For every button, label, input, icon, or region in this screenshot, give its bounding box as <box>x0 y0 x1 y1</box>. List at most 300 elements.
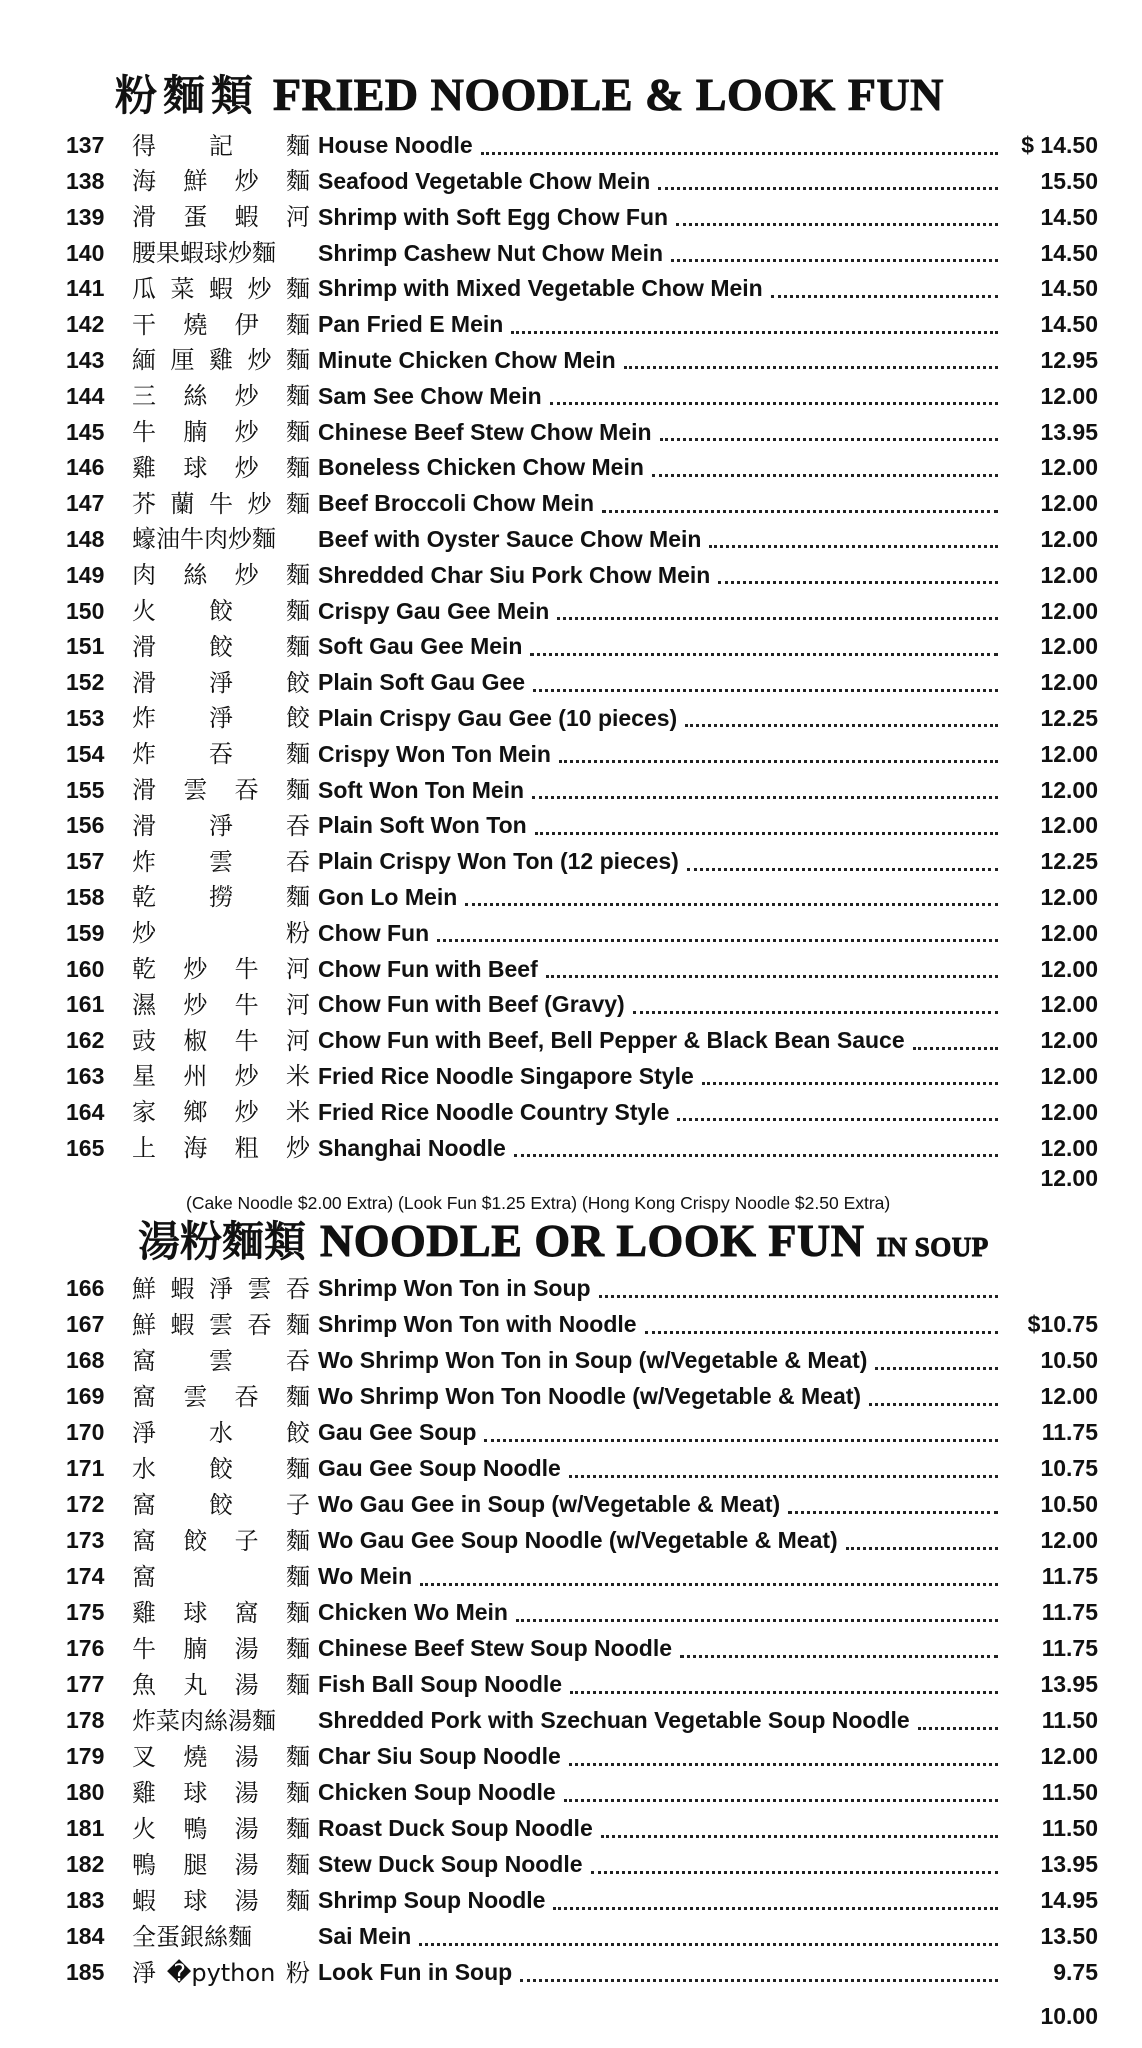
item-name-en: Shrimp with Soft Egg Chow Fun <box>318 203 669 230</box>
item-name-en: Sai Mein <box>318 1923 412 1950</box>
dot-leader <box>771 281 998 298</box>
item-price: 14.50 <box>1040 311 1098 338</box>
item-name-zh: 窩 雲 吞 麵 <box>132 1382 310 1411</box>
dot-leader <box>511 317 998 334</box>
item-price: 10.50 <box>1040 1347 1098 1374</box>
dot-leader <box>677 1104 998 1121</box>
item-name-zh: 家 鄉 炒 米 <box>132 1098 310 1127</box>
menu-item-row <box>66 201 1098 235</box>
dot-leader <box>553 1893 998 1910</box>
menu-item-row <box>66 523 1098 557</box>
item-name-en: Crispy Gau Gee Mein <box>318 597 550 624</box>
item-number: 165 <box>66 1134 105 1161</box>
item-name-en: Soft Gau Gee Mein <box>318 633 523 660</box>
dot-leader <box>484 1425 998 1442</box>
dot-leader <box>846 1533 998 1550</box>
item-number: 177 <box>66 1671 105 1698</box>
item-number: 158 <box>66 884 105 910</box>
dot-leader <box>533 675 998 692</box>
item-number: 142 <box>66 311 105 338</box>
item-price: 12.00 <box>1040 669 1098 696</box>
item-name-en: Gau Gee Soup Noodle <box>318 1455 561 1482</box>
item-name-en: Chow Fun <box>318 919 430 946</box>
section-heading-fried-noodle <box>115 69 944 120</box>
item-name-zh: 火 餃 麵 <box>132 596 310 625</box>
dot-leader <box>559 746 998 763</box>
dot-leader <box>624 352 998 369</box>
dot-leader <box>465 889 998 906</box>
item-price: 13.95 <box>1040 1671 1098 1698</box>
item-number: 173 <box>66 1527 105 1554</box>
item-number: 167 <box>66 1311 105 1338</box>
dot-leader <box>671 245 998 262</box>
menu-item-row <box>66 451 1098 485</box>
item-price: 11.50 <box>1041 1815 1098 1842</box>
item-name-zh: 濕 炒 牛 河 <box>132 990 310 1019</box>
item-name-en: Shrimp Soup Noodle <box>318 1887 546 1914</box>
menu-item-row <box>66 1776 1098 1810</box>
item-number: 149 <box>66 561 105 588</box>
item-number: 185 <box>66 1959 105 1986</box>
item-name-zh: 炸 雲 吞 <box>132 847 310 876</box>
item-name-zh: 干 燒 伊 麵 <box>132 310 310 339</box>
item-price: 13.95 <box>1040 1851 1098 1878</box>
item-number: 162 <box>66 1027 105 1054</box>
item-price: $10.75 <box>1027 1311 1098 1338</box>
item-name-zh: 炸 吞 麵 <box>132 740 310 769</box>
dot-leader <box>702 1068 998 1085</box>
menu-item-row <box>66 1524 1098 1558</box>
dot-leader <box>658 173 998 190</box>
menu-item-row <box>66 1704 1098 1738</box>
section-title-en-main: NOODLE OR LOOK FUN <box>320 1215 865 1266</box>
item-number: 146 <box>66 454 105 481</box>
item-name-en: Gon Lo Mein <box>318 884 458 910</box>
item-name-zh: 鮮 蝦 淨 雲 吞 <box>132 1274 310 1303</box>
item-price: 12.00 <box>1040 490 1098 517</box>
dot-leader <box>546 961 998 978</box>
menu-item-row <box>66 952 1098 986</box>
item-number: 139 <box>66 203 105 230</box>
item-price: 10.50 <box>1040 1491 1098 1518</box>
dot-leader <box>532 782 998 799</box>
item-number: 155 <box>66 776 105 803</box>
item-name-en: Beef Broccoli Chow Mein <box>318 490 595 517</box>
item-name-en: Minute Chicken Chow Mein <box>318 347 616 373</box>
menu-item-row <box>66 1596 1098 1630</box>
menu-item-row <box>66 1560 1098 1594</box>
item-price: 14.95 <box>1040 1887 1098 1914</box>
item-price: 13.95 <box>1040 418 1098 445</box>
item-name-zh: 蝦 球 湯 麵 <box>132 1886 310 1915</box>
item-name-zh: 滑 蛋 蝦 河 <box>132 203 310 232</box>
dot-leader <box>660 424 998 441</box>
dot-leader <box>437 925 998 942</box>
dot-leader <box>516 1605 998 1622</box>
item-price: 11.75 <box>1041 1419 1098 1446</box>
item-name-zh: 腰果蝦球炒麵 <box>132 238 276 267</box>
item-number: 166 <box>66 1275 105 1302</box>
item-number: 157 <box>66 848 105 875</box>
menu-item-row <box>66 773 1098 807</box>
item-name-en: House Noodle <box>318 132 473 159</box>
item-name-zh: 窩 餃 子 <box>132 1490 310 1519</box>
dot-leader <box>569 1749 998 1766</box>
item-name-en: Shrimp Won Ton with Noodle <box>318 1311 637 1338</box>
item-name-zh: 淨 �python 粉 <box>132 1958 310 1987</box>
item-price: 12.00 <box>1040 1134 1098 1161</box>
item-price: 11.75 <box>1041 1635 1098 1662</box>
menu-item-row <box>66 1060 1098 1094</box>
menu-item-row <box>66 630 1098 664</box>
dot-leader <box>520 1965 998 1982</box>
section-title-en: FRIED NOODLE & LOOK FUN <box>273 69 944 120</box>
menu-item-row <box>66 1668 1098 1702</box>
menu-item-row <box>66 165 1098 199</box>
dot-leader <box>601 1821 998 1838</box>
menu-item-row <box>66 1956 1098 1990</box>
item-name-en: Plain Soft Won Ton <box>318 812 527 839</box>
section-heading-soup-noodle <box>138 1215 989 1266</box>
dot-leader <box>913 1033 998 1050</box>
item-name-en: Chinese Beef Stew Soup Noodle <box>318 1635 672 1662</box>
item-name-en: Chow Fun with Beef (Gravy) <box>318 991 625 1018</box>
item-name-en: Sam See Chow Mein <box>318 382 542 409</box>
item-number: 161 <box>66 991 105 1018</box>
item-name-zh: 火 鴨 湯 麵 <box>132 1814 310 1843</box>
menu-item-row <box>66 1308 1098 1342</box>
dot-leader <box>918 1713 998 1730</box>
menu-item-row <box>66 1024 1098 1058</box>
item-name-en: Boneless Chicken Chow Mein <box>318 454 644 481</box>
item-name-en: Fried Rice Noodle Singapore Style <box>318 1063 694 1089</box>
item-price: 13.50 <box>1040 1923 1098 1950</box>
menu-item-row <box>66 1131 1098 1165</box>
item-number: 140 <box>66 239 105 266</box>
menu-item-row <box>66 1812 1098 1846</box>
dot-leader <box>599 1281 998 1298</box>
menu-item-row <box>66 1488 1098 1522</box>
item-price: 14.50 <box>1040 203 1098 230</box>
item-name-zh: 滑 雲 吞 麵 <box>132 775 310 804</box>
item-price: 12.00 <box>1040 1383 1098 1410</box>
menu-item-row <box>66 308 1098 342</box>
menu-item-row <box>66 738 1098 772</box>
item-price: 11.75 <box>1041 1599 1098 1626</box>
item-name-zh: 上 海 粗 炒 <box>132 1133 310 1162</box>
item-name-zh: 滑 淨 吞 <box>132 811 310 840</box>
item-price: 12.25 <box>1040 705 1098 731</box>
item-number: 169 <box>66 1383 105 1410</box>
item-name-en: Plain Crispy Gau Gee (10 pieces) <box>318 705 678 731</box>
menu-item-row <box>66 594 1098 628</box>
item-number: 159 <box>66 919 105 946</box>
item-name-zh: 炸菜肉絲湯麵 <box>132 1706 276 1735</box>
item-name-zh: 炸 淨 餃 <box>132 704 310 733</box>
item-number: 148 <box>66 526 105 552</box>
menu-item-row <box>66 1452 1098 1486</box>
item-price: 11.50 <box>1041 1779 1098 1806</box>
item-number: 170 <box>66 1419 105 1446</box>
item-name-zh: 窩 雲 吞 <box>132 1346 310 1375</box>
item-name-en: Shredded Char Siu Pork Chow Mein <box>318 561 711 588</box>
item-name-en: Plain Crispy Won Ton (12 pieces) <box>318 848 679 875</box>
item-price: 12.00 <box>1040 740 1098 767</box>
dot-leader <box>676 209 998 226</box>
item-number: 180 <box>66 1779 105 1806</box>
dot-leader <box>530 639 998 656</box>
item-name-en: Chicken Soup Noodle <box>318 1779 556 1806</box>
item-price: 11.75 <box>1041 1563 1098 1590</box>
item-name-en: Seafood Vegetable Chow Mein <box>318 168 651 194</box>
item-number: 150 <box>66 597 105 624</box>
menu-item-row <box>66 1848 1098 1882</box>
extra-price: 12.00 <box>1040 1165 1098 1191</box>
section-title-en-small: IN SOUP <box>876 1232 989 1262</box>
dot-leader <box>680 1641 998 1658</box>
item-name-zh: 星 州 炒 米 <box>132 1062 310 1091</box>
item-price: 14.50 <box>1040 275 1098 302</box>
item-name-en: Shrimp Cashew Nut Chow Mein <box>318 239 664 266</box>
item-name-zh: 瓜 菜 蝦 炒 麵 <box>132 274 310 303</box>
item-name-zh: 緬 厘 雞 炒 麵 <box>132 346 310 375</box>
item-number: 172 <box>66 1491 105 1518</box>
item-number: 182 <box>66 1851 105 1878</box>
item-name-en: Gau Gee Soup <box>318 1419 477 1446</box>
item-name-zh: 窩 麵 <box>132 1562 310 1591</box>
item-number: 178 <box>66 1707 105 1734</box>
item-price: 12.00 <box>1040 919 1098 946</box>
menu-item-row <box>66 881 1098 915</box>
menu-item-row <box>66 1344 1098 1378</box>
section-title-zh: 湯粉麵類 <box>138 1217 307 1266</box>
dot-leader <box>869 1389 998 1406</box>
item-name-zh: 蠔油牛肉炒麵 <box>132 525 276 554</box>
item-name-en: Wo Gau Gee in Soup (w/Vegetable & Meat) <box>318 1491 781 1518</box>
item-price: 12.00 <box>1040 812 1098 839</box>
item-name-en: Shrimp with Mixed Vegetable Chow Mein <box>318 275 763 302</box>
item-name-zh: 炒 粉 <box>132 919 310 948</box>
dot-leader <box>709 531 998 548</box>
dot-leader <box>875 1353 998 1370</box>
menu-item-row <box>66 702 1098 736</box>
item-price: 15.50 <box>1040 168 1098 194</box>
item-name-en: Char Siu Soup Noodle <box>318 1743 561 1770</box>
item-name-en: Soft Won Ton Mein <box>318 776 525 803</box>
item-name-en: Plain Soft Gau Gee <box>318 669 526 696</box>
menu-item-row <box>66 487 1098 521</box>
item-name-en: Chow Fun with Beef <box>318 955 538 982</box>
item-name-zh: 鴨 腿 湯 麵 <box>132 1850 310 1879</box>
item-number: 145 <box>66 418 105 445</box>
item-name-en: Fried Rice Noodle Country Style <box>318 1098 670 1125</box>
item-price: 12.00 <box>1040 1098 1098 1125</box>
dot-leader <box>652 460 998 477</box>
item-number: 152 <box>66 669 105 696</box>
item-name-zh: 得 記 麵 <box>132 131 310 160</box>
item-number: 144 <box>66 382 105 409</box>
menu-item-row <box>66 380 1098 414</box>
item-price: 12.25 <box>1040 848 1098 875</box>
item-price: 12.00 <box>1040 1743 1098 1770</box>
menu-item-row <box>66 988 1098 1022</box>
item-name-zh: 牛 腩 炒 麵 <box>132 417 310 446</box>
item-number: 160 <box>66 955 105 982</box>
extras-note: (Cake Noodle $2.00 Extra) (Look Fun $1.25 Extra) (Hong Kong Crispy Noodle $2.50 Extra) <box>186 1193 891 1213</box>
dot-leader <box>481 138 998 155</box>
menu-item-row <box>66 917 1098 951</box>
section-title-zh: 粉麵類 <box>115 71 260 120</box>
menu-item-row <box>66 272 1098 306</box>
item-name-zh: 滑 餃 麵 <box>132 632 310 661</box>
item-name-en: Wo Shrimp Won Ton in Soup (w/Vegetable & Meat) <box>318 1347 868 1374</box>
item-price: 11.50 <box>1041 1707 1098 1734</box>
dot-leader <box>569 1461 998 1478</box>
item-number: 138 <box>66 168 105 194</box>
item-price: 12.00 <box>1040 633 1098 660</box>
menu-item-row <box>66 344 1098 378</box>
item-price: 12.00 <box>1040 382 1098 409</box>
item-number: 171 <box>66 1455 105 1482</box>
dot-leader <box>788 1497 998 1514</box>
dot-leader <box>570 1677 998 1694</box>
menu-item-row <box>66 1096 1098 1130</box>
item-number: 174 <box>66 1563 105 1590</box>
menu-item-row <box>66 236 1098 270</box>
item-price: 12.00 <box>1040 1063 1098 1089</box>
dot-leader <box>687 854 998 871</box>
item-name-en: Wo Shrimp Won Ton Noodle (w/Vegetable & Meat) <box>318 1383 862 1410</box>
item-number: 147 <box>66 490 105 517</box>
menu-item-row <box>66 1632 1098 1666</box>
menu-item-row <box>66 845 1098 879</box>
menu-item-row <box>66 559 1098 593</box>
item-name-zh: 叉 燒 湯 麵 <box>132 1742 310 1771</box>
item-name-en: Beef with Oyster Sauce Chow Mein <box>318 526 702 552</box>
item-name-en: Shredded Pork with Szechuan Vegetable Soup Noodle <box>318 1707 910 1734</box>
dot-leader <box>419 1929 998 1946</box>
dot-leader <box>557 603 998 620</box>
item-number: 141 <box>66 275 105 302</box>
dot-leader <box>514 1140 998 1157</box>
item-number: 181 <box>66 1815 105 1842</box>
item-number: 154 <box>66 740 105 767</box>
item-number: 153 <box>66 705 105 731</box>
dot-leader <box>420 1569 998 1586</box>
item-number: 163 <box>66 1063 105 1089</box>
item-name-en: Chinese Beef Stew Chow Mein <box>318 418 652 445</box>
item-price: 12.00 <box>1040 454 1098 481</box>
dot-leader <box>564 1785 998 1802</box>
item-number: 137 <box>66 132 105 159</box>
dot-leader <box>685 710 998 727</box>
dot-leader <box>591 1857 998 1874</box>
menu-item-row <box>66 666 1098 700</box>
item-name-zh: 豉 椒 牛 河 <box>132 1026 310 1055</box>
item-number: 156 <box>66 812 105 839</box>
item-name-zh: 窩 餃 子 麵 <box>132 1526 310 1555</box>
item-name-en: Wo Gau Gee Soup Noodle (w/Vegetable & Meat) <box>318 1527 838 1554</box>
item-name-zh: 乾 炒 牛 河 <box>132 954 310 983</box>
item-name-en: Wo Mein <box>318 1563 413 1590</box>
item-price: 12.00 <box>1040 1527 1098 1554</box>
item-name-zh: 全蛋銀絲麵 <box>132 1922 252 1951</box>
item-number: 183 <box>66 1887 105 1914</box>
menu-item-row <box>66 809 1098 843</box>
dot-leader <box>535 818 998 835</box>
item-price: $ 14.50 <box>1021 132 1098 159</box>
menu-item-row <box>66 1272 1098 1306</box>
item-name-zh: 牛 腩 湯 麵 <box>132 1634 310 1663</box>
item-name-zh: 三 絲 炒 麵 <box>132 382 310 411</box>
item-number: 179 <box>66 1743 105 1770</box>
menu-item-row <box>66 415 1098 449</box>
dot-leader <box>550 388 998 405</box>
item-number: 184 <box>66 1923 105 1950</box>
item-price: 10.75 <box>1040 1455 1098 1482</box>
item-price: 12.00 <box>1040 776 1098 803</box>
item-name-zh: 淨 水 餃 <box>132 1418 310 1447</box>
item-name-en: Chow Fun with Beef, Bell Pepper & Black Bean Sauce <box>318 1027 905 1054</box>
item-price: 12.00 <box>1040 884 1098 910</box>
item-price: 14.50 <box>1040 239 1098 266</box>
item-name-zh: 雞 球 炒 麵 <box>132 453 310 482</box>
item-number: 168 <box>66 1347 105 1374</box>
menu-item-row <box>66 1380 1098 1414</box>
item-name-en: Look Fun in Soup <box>318 1959 513 1986</box>
item-name-zh: 肉 絲 炒 麵 <box>132 561 310 590</box>
item-name-zh: 雞 球 窩 麵 <box>132 1598 310 1627</box>
final-price: 10.00 <box>1040 2003 1098 2029</box>
item-number: 151 <box>66 633 105 660</box>
item-name-en: Shrimp Won Ton in Soup <box>318 1275 591 1302</box>
item-price: 12.00 <box>1040 561 1098 588</box>
item-name-en: Crispy Won Ton Mein <box>318 740 551 767</box>
section-title-en <box>320 1215 989 1266</box>
item-name-en: Stew Duck Soup Noodle <box>318 1851 583 1878</box>
dot-leader <box>602 496 998 513</box>
item-name-en: Shanghai Noodle <box>318 1134 506 1161</box>
item-number: 175 <box>66 1599 105 1626</box>
item-price: 12.00 <box>1040 955 1098 982</box>
item-name-zh: 滑 淨 餃 <box>132 668 310 697</box>
item-price: 12.00 <box>1040 597 1098 624</box>
item-price: 12.00 <box>1040 991 1098 1018</box>
menu-item-row <box>66 129 1098 163</box>
item-name-zh: 水 餃 麵 <box>132 1454 310 1483</box>
item-number: 164 <box>66 1098 105 1125</box>
item-number: 143 <box>66 347 105 373</box>
item-name-zh: 鮮 蝦 雲 吞 麵 <box>132 1310 310 1339</box>
item-name-zh: 芥 蘭 牛 炒 麵 <box>132 489 310 518</box>
menu-item-row <box>66 1740 1098 1774</box>
dot-leader <box>718 567 998 584</box>
menu-item-row <box>66 1884 1098 1918</box>
dot-leader <box>645 1317 998 1334</box>
item-name-zh: 乾 撈 麵 <box>132 883 310 912</box>
item-price: 12.00 <box>1040 526 1098 552</box>
dot-leader <box>633 997 998 1014</box>
item-number: 176 <box>66 1635 105 1662</box>
item-name-zh: 雞 球 湯 麵 <box>132 1778 310 1807</box>
item-name-zh: 魚 丸 湯 麵 <box>132 1670 310 1699</box>
menu-item-row <box>66 1920 1098 1954</box>
item-price: 12.95 <box>1040 347 1098 373</box>
item-name-en: Chicken Wo Mein <box>318 1599 508 1626</box>
item-name-en: Roast Duck Soup Noodle <box>318 1815 593 1842</box>
item-price: 12.00 <box>1040 1027 1098 1054</box>
item-price: 9.75 <box>1053 1959 1098 1986</box>
